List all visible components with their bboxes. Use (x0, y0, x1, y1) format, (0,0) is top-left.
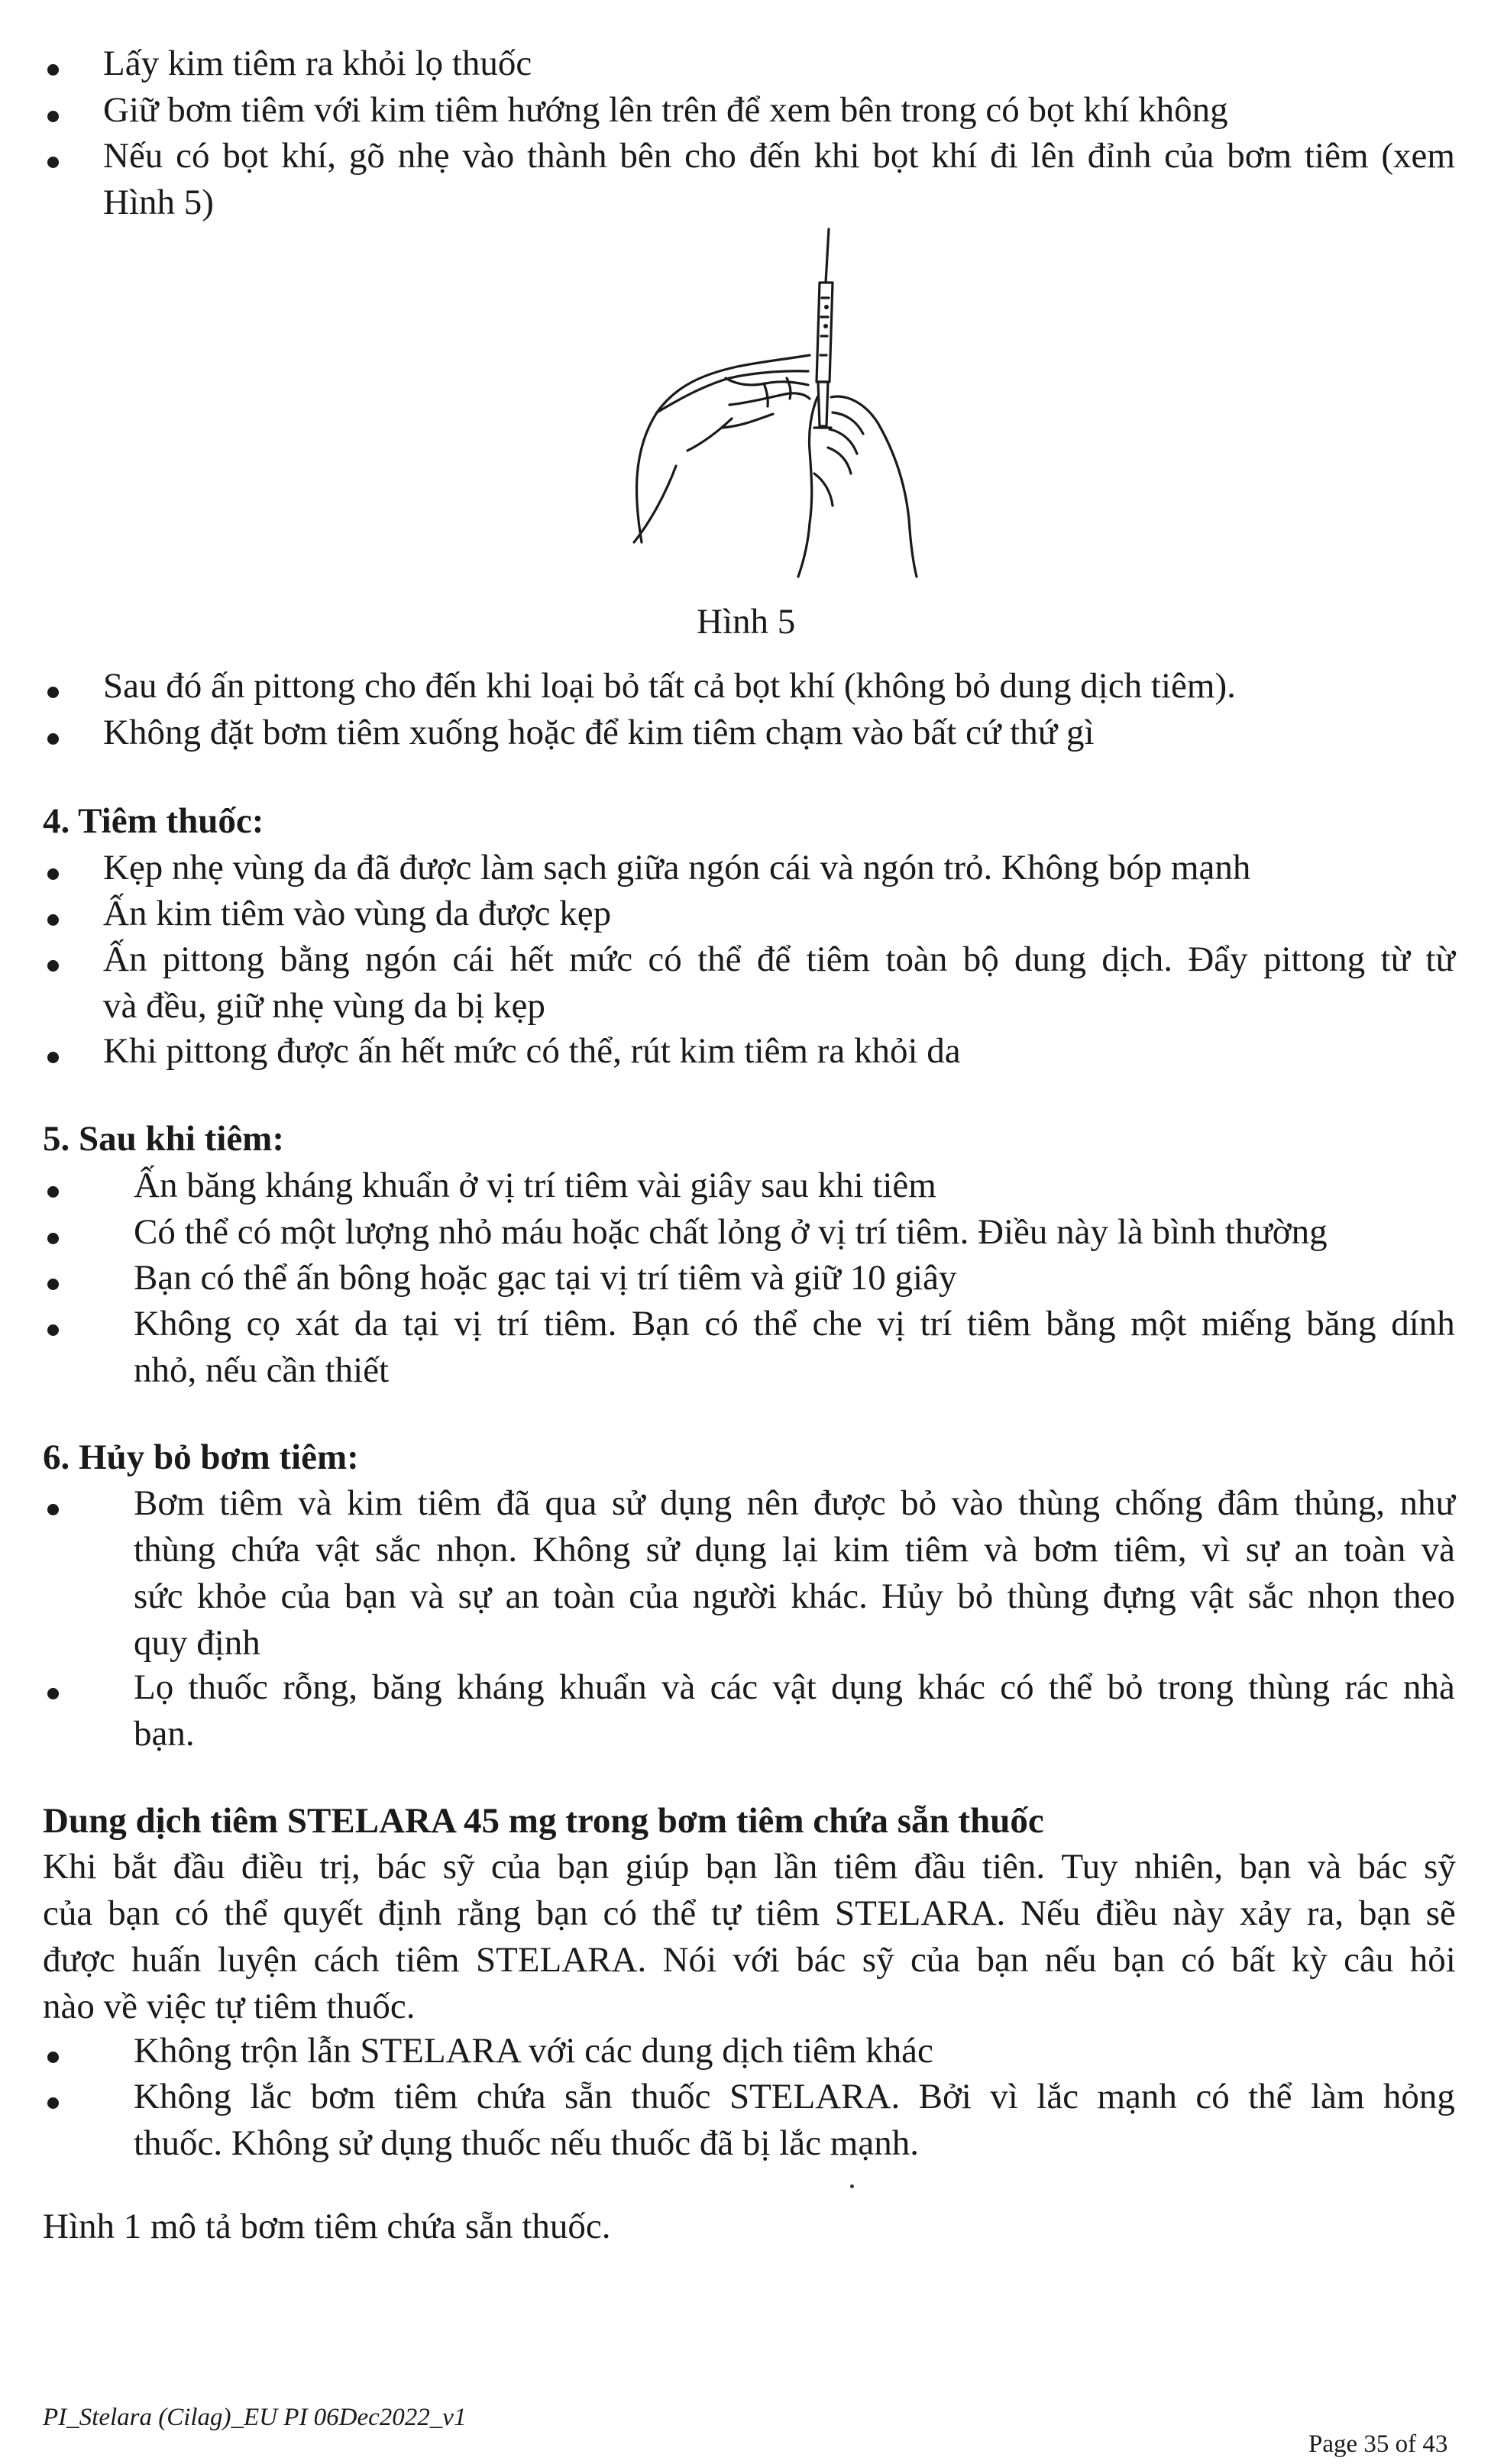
list-item-line: Không cọ xát da tại vị trí tiêm. Bạn có thể che vị trí tiêm bằng một miếng băng dính (134, 1304, 1455, 1344)
bullet-marker (47, 960, 59, 972)
bullet-marker (47, 2052, 59, 2063)
list-item (134, 1301, 1455, 1394)
bullet-marker (47, 1279, 59, 1290)
bullet-marker (47, 64, 59, 76)
right-hand-outline (831, 396, 917, 577)
bullet-marker (47, 1324, 59, 1336)
bullet-marker (47, 1186, 59, 1198)
list-item-line: và đều, giữ nhẹ vùng da bị kẹp (103, 986, 545, 1026)
list-item: Ấn kim tiêm vào vùng da được kẹp (103, 894, 612, 933)
bullet-marker (47, 1688, 59, 1699)
list-item: Bạn có thể ấn bông hoặc gạc tại vị trí tiêm và giữ 10 giây (134, 1258, 957, 1298)
closing-sentence: Hình 1 mô tả bơm tiêm chứa sẵn thuốc. (43, 2207, 611, 2246)
list-item-line: Ấn pittong bằng ngón cái hết mức có thể để tiêm toàn bộ dung dịch. Đẩy pittong từ từ (103, 939, 1455, 979)
syringe-illustration-svg (603, 222, 955, 580)
list-item (134, 1664, 1455, 1757)
list-item: Lấy kim tiêm ra khỏi lọ thuốc (103, 44, 532, 83)
list-item-line: Không lắc bơm tiêm chứa sẵn thuốc STELARA. Bởi vì lắc mạnh có thể làm hỏng (134, 2077, 1455, 2116)
paragraph-line: Khi bắt đầu điều trị, bác sỹ của bạn giúp bạn lần tiêm đầu tiên. Tuy nhiên, bạn và bác sỹ (43, 1847, 1456, 1887)
list-item-line: thùng chứa vật sắc nhọn. Không sử dụng lại kim tiêm và bơm tiêm, vì sự an toàn và (134, 1530, 1455, 1570)
bullet-marker (47, 111, 59, 122)
hands-holding-syringe-illustration (603, 222, 955, 580)
section-heading-prefilled: Dung dịch tiêm STELARA 45 mg trong bơm tiêm chứa sẵn thuốc (43, 1801, 1044, 1841)
syringe-plunger (818, 382, 828, 426)
prefilled-paragraph (43, 1844, 1456, 2030)
paragraph-line: nào về việc tự tiêm thuốc. (43, 1987, 416, 2026)
list-item: Ấn băng kháng khuẩn ở vị trí tiêm vài giây sau khi tiêm (134, 1166, 936, 1205)
left-hand-outline (636, 355, 810, 542)
bullet-marker (47, 733, 59, 745)
bullet-marker (47, 687, 59, 698)
list-item-line: thuốc. Không sử dụng thuốc nếu thuốc đã bị lắc mạnh. (134, 2123, 919, 2163)
list-item: Không trộn lẫn STELARA với các dung dịch tiêm khác (134, 2031, 933, 2071)
bullet-marker (47, 868, 59, 880)
bullet-marker (47, 914, 59, 926)
section-heading-step6: 6. Hủy bỏ bơm tiêm: (43, 1437, 359, 1477)
list-item: Giữ bơm tiêm với kim tiêm hướng lên trên để xem bên trong có bọt khí không (103, 90, 1228, 130)
list-item-line: quy định (134, 1623, 260, 1663)
footer-page-number: Page 35 of 43 (1308, 2430, 1448, 2458)
bullet-marker (47, 1233, 59, 1244)
section-heading-step5: 5. Sau khi tiêm: (43, 1119, 284, 1159)
bullet-marker (47, 1504, 59, 1515)
list-item: Không đặt bơm tiêm xuống hoặc để kim tiêm chạm vào bất cứ thứ gì (103, 713, 1095, 752)
paragraph-line: được huấn luyện cách tiêm STELARA. Nói với bác sỹ của bạn nếu bạn có bất kỳ câu hỏi (43, 1940, 1456, 1980)
figure-caption: Hình 5 (697, 602, 796, 642)
list-item-line: Nếu có bọt khí, gõ nhẹ vào thành bên cho đến khi bọt khí đi lên đỉnh của bơm tiêm (xem (103, 136, 1455, 176)
bullet-marker (47, 157, 59, 168)
list-item: Có thể có một lượng nhỏ máu hoặc chất lỏng ở vị trí tiêm. Điều này là bình thường (134, 1212, 1328, 1252)
list-item: Kẹp nhẹ vùng da đã được làm sạch giữa ngón cái và ngón trỏ. Không bóp mạnh (103, 848, 1251, 888)
list-item (103, 936, 1455, 1030)
list-item-line: Bơm tiêm và kim tiêm đã qua sử dụng nên được bỏ vào thùng chống đâm thủng, như (134, 1483, 1455, 1523)
bullet-marker (47, 2097, 59, 2109)
syringe-needle (826, 229, 829, 283)
bullet-marker (47, 1052, 59, 1063)
list-item-line: bạn. (134, 1714, 195, 1754)
list-item: Sau đó ấn pittong cho đến khi loại bỏ tất cả bọt khí (không bỏ dung dịch tiêm). (103, 666, 1236, 706)
section-heading-step4: 4. Tiêm thuốc: (43, 801, 264, 841)
footer-document-id: PI_Stelara (Cilag)_EU PI 06Dec2022_v1 (43, 2404, 467, 2431)
list-item-line: Lọ thuốc rỗng, băng kháng khuẩn và các vật dụng khác có thể bỏ trong thùng rác nhà (134, 1667, 1455, 1707)
list-item-line: sức khỏe của bạn và sự an toàn của người khác. Hủy bỏ thùng đựng vật sắc nhọn theo (134, 1576, 1455, 1616)
list-item: Khi pittong được ấn hết mức có thể, rút kim tiêm ra khỏi da (103, 1031, 961, 1071)
paragraph-line: của bạn có thể quyết định rằng bạn có thể tự tiêm STELARA. Nếu điều này xảy ra, bạn sẽ (43, 1893, 1456, 1933)
list-item (134, 1480, 1455, 1667)
list-item-line: nhỏ, nếu cần thiết (134, 1350, 390, 1390)
scan-speck (850, 2184, 854, 2188)
list-item (103, 133, 1455, 226)
list-item-line: Hình 5) (103, 183, 214, 222)
list-item (134, 2074, 1455, 2167)
